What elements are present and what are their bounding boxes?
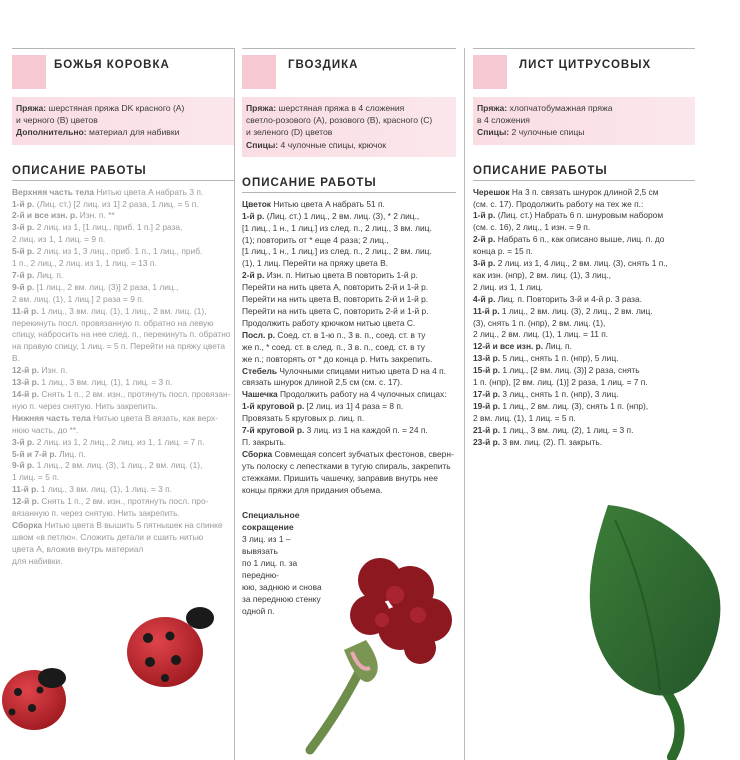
special-title-line: Специальное xyxy=(242,510,300,521)
instruction-text: стежками. Пришить чашечку, заправив внутрь нее xyxy=(242,472,438,483)
instruction-step: 9-й р. xyxy=(12,460,35,471)
instruction-line xyxy=(242,306,456,318)
yarn-text: шерстяная пряжа DK красного (A) xyxy=(46,103,185,113)
instruction-step: 4-й р. xyxy=(473,293,496,304)
instruction-text: 3 лиц., снять 1 п. (нпр), 3 лиц. xyxy=(500,389,619,400)
instruction-text: Лиц. п. xyxy=(543,341,572,352)
instruction-line xyxy=(473,353,695,365)
instruction-text: 2 лиц. из 1, 3 лиц., приб. 1 п., 1 лиц., приб. xyxy=(34,246,203,257)
instruction-line xyxy=(242,270,456,282)
instruction-line xyxy=(473,222,695,234)
instruction-step: 1-й р. xyxy=(242,210,265,221)
instruction-line xyxy=(242,223,456,235)
instruction-text: Провязать 5 круговых р. лиц. п. xyxy=(242,413,365,424)
instruction-text: 3 лиц. из 1 на каждой п. = 24 п. xyxy=(304,425,428,436)
instruction-line xyxy=(12,425,234,437)
instruction-line xyxy=(242,449,456,461)
instruction-text: 2 лиц. из 1, 4 лиц., 2 вм. лиц. (3), снять 1 п., xyxy=(495,258,668,269)
instruction-line xyxy=(12,222,234,234)
materials-box xyxy=(242,97,456,157)
instruction-line xyxy=(12,270,234,282)
section-title: ОПИСАНИЕ РАБОТЫ xyxy=(242,177,456,193)
column-divider xyxy=(234,48,235,760)
extra-label: Дополнительно: xyxy=(16,127,87,138)
instruction-line xyxy=(473,401,695,413)
instruction-step: 5-й р. xyxy=(12,246,35,257)
header-square xyxy=(473,55,507,89)
instruction-line xyxy=(12,318,234,330)
instruction-line xyxy=(242,282,456,294)
instruction-line xyxy=(242,330,456,342)
instruction-text: Изн. п. ** xyxy=(77,210,115,221)
instruction-line xyxy=(12,508,234,520)
instruction-text: 1 лиц., 2 вм. лиц. (3), 2 лиц., 2 вм. лиц. xyxy=(499,305,653,316)
instruction-line xyxy=(473,270,695,282)
instruction-text: (1); повторить от * еще 4 раза; 2 лиц., xyxy=(242,234,389,245)
instruction-text: 2 вм. лиц. (1), 1 лиц. = 5 п. xyxy=(473,412,576,423)
instruction-line xyxy=(473,341,695,353)
instruction-text: Нитью цвета A набрать 51 п. xyxy=(271,198,385,209)
instruction-line xyxy=(242,437,456,449)
instruction-line xyxy=(242,377,456,389)
instruction-step: Нижняя часть тела xyxy=(12,412,91,423)
instruction-step: Черешок xyxy=(473,186,510,197)
instructions xyxy=(242,199,456,497)
header-square xyxy=(242,55,276,89)
instruction-line xyxy=(12,282,234,294)
instruction-step: 1-й р. xyxy=(473,210,496,221)
instruction-text: 2 лиц. из 1, 2 лиц., 2 лиц. из 1, 1 лиц. = 7 п. xyxy=(34,436,205,447)
instruction-line xyxy=(242,211,456,223)
ladybugs-photo xyxy=(0,600,230,760)
yarn-label: Пряжа: xyxy=(246,103,277,113)
instruction-text: уть полоску с лепестками в тугую спираль, закрепить xyxy=(242,460,451,471)
instruction-line xyxy=(242,401,456,413)
instruction-text: Нитью цвета B вязать, как верх- xyxy=(90,412,218,423)
instruction-line xyxy=(242,473,456,485)
pattern-title: БОЖЬЯ КОРОВКА xyxy=(54,59,170,71)
instruction-text: спицу, набросить на нее след. п., перекинуть п. обратно xyxy=(12,329,231,340)
instruction-text: концы пряжи для придания объема. xyxy=(242,484,383,495)
instruction-line xyxy=(473,329,695,341)
instruction-step: 5-й и 7-й р. xyxy=(12,448,57,459)
instruction-text: 2 лиц., 2 вм. лиц. (1), 1 лиц. = 11 п. xyxy=(473,329,609,340)
yarn-text: хлопчатобумажная пряжа xyxy=(507,103,613,113)
special-line: одной п. xyxy=(242,605,275,616)
instruction-step: Верхняя часть тела xyxy=(12,186,95,197)
instruction-line xyxy=(12,556,234,568)
instruction-text: П. закрыть. xyxy=(242,436,287,447)
ladybug-small xyxy=(2,668,66,730)
instruction-text: же п.; повторять от * до конца р. Нить закрепить. xyxy=(242,353,433,364)
instruction-line xyxy=(12,532,234,544)
instruction-text: Перейти на нить цвета B, повторить 2-й и 1-й р. xyxy=(242,294,429,305)
instruction-step: 3-й р. xyxy=(473,258,496,269)
instruction-line xyxy=(242,425,456,437)
instruction-text: Изн. п. xyxy=(39,365,68,376)
instruction-text: 1 лиц., [2 вм. лиц. (3)] 2 раза, снять xyxy=(500,365,640,376)
instruction-step: 3-й р. xyxy=(12,436,35,447)
special-line: по 1 лиц. п. за передню- xyxy=(242,558,298,580)
instruction-text: Снять 1 п., 2 вм. изн., протянуть посл. провязан- xyxy=(39,389,231,400)
instruction-step: 2-й р. xyxy=(242,270,265,281)
instruction-line xyxy=(12,520,234,532)
instruction-line xyxy=(473,282,695,294)
pattern-title: ГВОЗДИКА xyxy=(288,59,359,71)
instruction-text: Лиц. п. xyxy=(34,269,64,280)
instruction-text: 1 п. (нпр), [2 вм. лиц. (1)] 2 раза, 1 лиц. = 7 п. xyxy=(473,377,648,388)
instruction-line xyxy=(12,294,234,306)
instruction-line xyxy=(12,306,234,318)
instruction-line xyxy=(12,449,234,461)
instruction-step: Посл. р. xyxy=(242,329,276,340)
instruction-text: Продолжить работу крючком нитью цвета C. xyxy=(242,317,416,328)
instruction-line xyxy=(242,366,456,378)
instruction-text: же п., * соед. ст. в след. п., 3 в. п., соед. ст. в ту xyxy=(242,341,425,352)
instruction-text: 1 п., 2 лиц., 2 лиц. из 1, 1 лиц. = 13 п. xyxy=(12,258,157,269)
instruction-text: Нитью цвета A набрать 3 п. xyxy=(94,186,204,197)
instruction-step: 14-й р. xyxy=(12,389,40,400)
instruction-line xyxy=(242,258,456,270)
instruction-text: 1 лиц., 2 вм. лиц. (3), снять 1 п. (нпр), xyxy=(500,400,649,411)
instruction-line xyxy=(473,437,695,449)
instruction-line xyxy=(12,329,234,341)
instruction-line xyxy=(242,235,456,247)
instruction-step: 7-й р. xyxy=(12,269,35,280)
yarn-text: и черного (B) цветов xyxy=(16,115,98,126)
instruction-line xyxy=(12,246,234,258)
instruction-text: связать шнурок длиной 2,5 см (см. с. 17). xyxy=(242,377,403,388)
special-title-line: сокращение xyxy=(242,522,294,533)
instruction-line xyxy=(473,234,695,246)
instruction-line xyxy=(12,413,234,425)
instruction-text: перекинуть посл. провязанную п. обратно на левую xyxy=(12,317,214,328)
yarn-text: в 4 сложения xyxy=(477,115,530,126)
instruction-text: нюю часть, до **. xyxy=(12,424,79,435)
yarn-text: светло-розового (A), розового (B), красного (C) xyxy=(246,115,433,126)
instruction-text: [1 лиц., 1 н., 1 лиц.] из след. п., 2 лиц., 2 вм. лиц. xyxy=(242,246,432,257)
citrus-leaf-photo xyxy=(560,495,740,760)
instruction-text: Лиц. п. xyxy=(56,448,86,459)
instruction-line xyxy=(473,318,695,330)
instruction-text: 1 лиц., 3 вм. лиц. (1), 1 лиц. = 3 п. xyxy=(38,484,172,495)
special-line: за переднюю стенку xyxy=(242,593,321,604)
instruction-line xyxy=(12,544,234,556)
instruction-step: 12-й и все изн. р. xyxy=(473,341,544,352)
instruction-text: 1 лиц., 2 вм. лиц. (3), 1 лиц., 2 вм. лиц. (1), xyxy=(34,460,203,471)
instruction-text: Нитью цвета B вышить 5 пятнышек на спинке xyxy=(42,519,223,530)
instruction-line xyxy=(12,258,234,270)
instruction-text: (см. с. 16), 2 лиц., 1 изн. = 9 п. xyxy=(473,222,591,233)
needles-text: 2 чулочные спицы xyxy=(509,127,585,138)
materials-box xyxy=(12,97,234,145)
instruction-step: 12-й р. xyxy=(12,496,40,507)
yarn-text: и зеленого (D) цветов xyxy=(246,127,333,138)
carnation-photo xyxy=(300,540,470,760)
instruction-text: для набивки. xyxy=(12,555,63,566)
instruction-text: Чулочными спицами нитью цвета D на 4 п. xyxy=(277,365,446,376)
instruction-line xyxy=(242,413,456,425)
instruction-step: Стебель xyxy=(242,365,277,376)
instruction-text: ную п. через снятую. Нить закрепить. xyxy=(12,400,158,411)
instruction-text: цвета A, вложив внутрь материал xyxy=(12,543,144,554)
instruction-text: [2 лиц. из 1] 4 раза = 8 п. xyxy=(304,401,404,412)
instruction-text: Перейти на нить цвета C, повторить 2-й и 1-й р. xyxy=(242,305,429,316)
instruction-line xyxy=(12,437,234,449)
yarn-label: Пряжа: xyxy=(477,103,508,113)
instruction-step: 2-й р. xyxy=(473,234,496,245)
instruction-step: 11-й р. xyxy=(12,484,39,495)
instruction-step: 19-й р. xyxy=(473,400,501,411)
instruction-text: Изн. п. Нитью цвета B повторить 1-й р. xyxy=(264,270,418,281)
instruction-step: Чашечка xyxy=(242,389,278,400)
instruction-step: Сборка xyxy=(12,519,43,530)
instruction-text: вязанную п. через снятую. Нить закрепить. xyxy=(12,508,180,519)
instruction-line xyxy=(242,354,456,366)
ladybug-large xyxy=(127,607,214,687)
instruction-line xyxy=(12,377,234,389)
instruction-text: (1), 1 лиц. Перейти на пряжу цвета B. xyxy=(242,258,389,269)
instruction-step: Сборка xyxy=(242,448,273,459)
instruction-text: 2 лиц. из 1, 1 лиц. = 9 п. xyxy=(12,234,106,245)
instruction-step: 7-й круговой р. xyxy=(242,425,305,436)
instruction-step: 1-й круговой р. xyxy=(242,401,305,412)
instruction-step: 21-й р. xyxy=(473,424,501,435)
instruction-text: Совмещая concert зубчатых фестонов, сверн- xyxy=(272,448,454,459)
instruction-line xyxy=(242,485,456,497)
special-abbreviation-title xyxy=(242,510,362,534)
instruction-text: [1 лиц., 1 н., 1 лиц.] из след. п., 2 лиц., 3 вм. лиц. xyxy=(242,222,432,233)
instruction-text: 1 лиц., 3 вм. лиц. (1), 1 лиц., 2 вм. лиц. (1), xyxy=(38,305,207,316)
instruction-line xyxy=(12,234,234,246)
instruction-step: 13-й р. xyxy=(473,353,501,364)
instruction-line xyxy=(12,389,234,401)
section-title: ОПИСАНИЕ РАБОТЫ xyxy=(12,165,234,181)
instruction-text: швом «в петлю». Сложить детали и сшить нитью xyxy=(12,531,204,542)
ladybug-column xyxy=(12,48,234,568)
instruction-line xyxy=(12,341,234,365)
instruction-line xyxy=(242,342,456,354)
instruction-line xyxy=(12,472,234,484)
instruction-line xyxy=(473,365,695,377)
instruction-text: 5 лиц., снять 1 п. (нпр), 5 лиц. xyxy=(500,353,619,364)
materials-box xyxy=(473,97,695,145)
instruction-line xyxy=(242,294,456,306)
instruction-line xyxy=(473,246,695,258)
extra-text: материал для набивки xyxy=(86,127,180,138)
instruction-text: Набрать 6 п., как описано выше, лиц. п. до xyxy=(495,234,665,245)
instruction-step: 13-й р. xyxy=(12,377,40,388)
instruction-text: 1 лиц., 3 вм. лиц. (1), 1 лиц. = 3 п. xyxy=(39,377,173,388)
instruction-text: (см. с. 17). Продолжить работу на тех же п.: xyxy=(473,198,644,209)
instruction-step: 9-й р. xyxy=(12,281,35,292)
instruction-step: 23-й р. xyxy=(473,436,501,447)
instruction-step: 17-й р. xyxy=(473,389,501,400)
instruction-line xyxy=(473,294,695,306)
needles-text: 4 чулочные спицы, крючок xyxy=(278,139,387,150)
instruction-line xyxy=(12,484,234,496)
special-line: 3 лиц. из 1 – вывязать xyxy=(242,534,291,557)
instruction-line xyxy=(12,199,234,211)
carnation-column xyxy=(242,48,456,618)
instruction-text: Соед. ст. в 1-ю п., 3 в. п., соед. ст. в ту xyxy=(275,329,426,340)
instruction-line xyxy=(242,389,456,401)
instruction-text: Перейти на нить цвета A, повторить 2-й и 1-й р. xyxy=(242,282,429,293)
instruction-text: (Лиц. ст.) Набрать 6 п. шнуровым набором xyxy=(495,210,664,221)
instruction-text: 2 вм. лиц. (1), 1 лиц.] 2 раза = 9 п. xyxy=(12,293,145,304)
yarn-text: шерстяная пряжа в 4 сложения xyxy=(276,103,405,113)
instruction-text: 3 вм. лиц. (2). П. закрыть. xyxy=(500,436,603,447)
instruction-line xyxy=(242,246,456,258)
special-line: юю, заднюю и снова xyxy=(242,581,322,592)
instruction-step: Цветок xyxy=(242,198,272,209)
instruction-text: Снять 1 п., 2 вм. изн., протянуть посл. про- xyxy=(39,496,209,507)
instruction-line xyxy=(473,377,695,389)
instruction-text: на правую спицу, 1 лиц. = 5 п. Перейти на пряжу цвета B. xyxy=(12,341,226,364)
instruction-text: 1 лиц., 3 вм. лиц. (2), 1 лиц. = 3 п. xyxy=(500,424,634,435)
instruction-line xyxy=(242,199,456,211)
instruction-line xyxy=(12,460,234,472)
instructions xyxy=(473,187,695,449)
instruction-text: как изн. (нпр), 2 вм. лиц. (1), 3 лиц., xyxy=(473,269,611,280)
instruction-line xyxy=(12,365,234,377)
pattern-title: ЛИСТ ЦИТРУСОВЫХ xyxy=(519,59,652,71)
instruction-step: 11-й р. xyxy=(473,305,500,316)
instruction-line xyxy=(473,389,695,401)
instruction-text: Лиц. п. Повторить 3-й и 4-й р. 3 раза. xyxy=(495,293,642,304)
instruction-step: 11-й р. xyxy=(12,305,39,316)
instruction-text: Продолжить работу на 4 чулочных спицах: xyxy=(277,389,447,400)
instruction-step: 2-й и все изн. р. xyxy=(12,210,78,221)
instruction-line xyxy=(473,306,695,318)
instruction-line xyxy=(242,318,456,330)
instruction-text: 1 лиц. = 5 п. xyxy=(12,472,60,483)
pattern-header xyxy=(12,48,234,91)
instruction-line xyxy=(473,187,695,199)
instruction-step: 3-й р. xyxy=(12,222,35,233)
needles-label: Спицы: xyxy=(246,139,279,150)
instructions xyxy=(12,187,234,568)
instruction-text: 2 лиц. из 1, 1 лиц. xyxy=(473,281,543,292)
instruction-step: 1-й р. xyxy=(12,198,35,209)
instruction-text: 2 лиц. из 1, [1 лиц., приб. 1 п.] 2 раза, xyxy=(34,222,183,233)
instruction-text: (Лиц. ст.) [2 лиц. из 1] 2 раза, 1 лиц. = 5 п. xyxy=(34,198,199,209)
instruction-line xyxy=(473,413,695,425)
instruction-line xyxy=(12,401,234,413)
instruction-line xyxy=(473,199,695,211)
instruction-line xyxy=(12,496,234,508)
instruction-line xyxy=(12,187,234,199)
instruction-text: (3), снять 1 п. (нпр), 2 вм. лиц. (1), xyxy=(473,317,606,328)
instruction-text: [1 лиц., 2 вм. лиц. (3)] 2 раза, 1 лиц., xyxy=(34,281,179,292)
citrus-leaf-column xyxy=(473,48,695,449)
instruction-text: конца р. = 15 п. xyxy=(473,246,533,257)
instruction-line xyxy=(473,258,695,270)
header-square xyxy=(12,55,46,89)
instruction-text: (Лиц. ст.) 1 лиц., 2 вм. лиц. (3), * 2 лиц., xyxy=(264,210,420,221)
yarn-label: Пряжа: xyxy=(16,103,47,113)
pattern-header xyxy=(242,48,456,91)
instruction-text: На 3 п. связать шнурок длиной 2,5 см xyxy=(509,186,659,197)
instruction-step: 15-й р. xyxy=(473,365,501,376)
instruction-step: 12-й р. xyxy=(12,365,40,376)
instruction-line xyxy=(473,425,695,437)
instruction-line xyxy=(473,210,695,222)
section-title: ОПИСАНИЕ РАБОТЫ xyxy=(473,165,695,181)
instruction-line xyxy=(242,461,456,473)
pattern-header xyxy=(473,48,695,91)
instruction-line xyxy=(12,210,234,222)
needles-label: Спицы: xyxy=(477,127,510,138)
